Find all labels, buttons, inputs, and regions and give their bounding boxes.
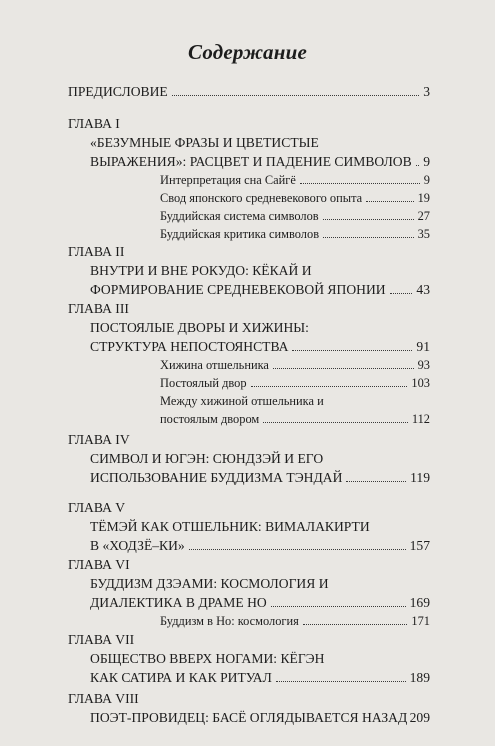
toc-page-number: 169 [409, 595, 430, 610]
toc-entry [0, 594, 495, 612]
toc-page-number: 91 [416, 339, 430, 354]
toc-entry [0, 709, 495, 727]
toc-entry-text: ФОРМИРОВАНИЕ СРЕДНЕВЕКОВОЙ ЯПОНИИ [90, 282, 386, 297]
toc-entry-text: ОБЩЕСТВО ВВЕРХ НОГАМИ: КЁГЭН [90, 651, 325, 666]
toc-leader-dots [346, 481, 406, 482]
toc-entry-text: ГЛАВА III [68, 301, 129, 316]
toc-leader-dots [390, 293, 413, 294]
page-title: Содержание [188, 40, 307, 64]
toc-entry-text: ГЛАВА V [68, 500, 126, 515]
toc-entry [0, 575, 495, 593]
toc-chapter-heading [0, 431, 495, 449]
toc-entry-text: КАК САТИРА И КАК РИТУАЛ [90, 670, 272, 685]
toc-entry-text: ТЁМЭЙ КАК ОТШЕЛЬНИК: ВИМАЛАКИРТИ [90, 519, 370, 534]
toc-entry-text: ГЛАВА II [68, 244, 125, 259]
toc-entry-text: «БЕЗУМНЫЕ ФРАЗЫ И ЦВЕТИСТЫЕ [90, 135, 319, 150]
toc-subsection-entry [0, 410, 495, 428]
toc-chapter-heading [0, 300, 495, 318]
toc-entry-text: Буддизм в Но: космология [160, 614, 299, 628]
toc-entry-text: В «ХОДЗЁ–КИ» [90, 538, 185, 553]
toc-leader-dots [189, 549, 406, 550]
toc-page-number: 35 [417, 227, 430, 241]
toc-page-number: 103 [411, 376, 430, 390]
toc-entry-text: ГЛАВА IV [68, 432, 130, 447]
toc-leader-dots [323, 219, 414, 220]
toc-subsection-entry [0, 207, 495, 225]
toc-entry [0, 281, 495, 299]
toc-leader-dots [366, 201, 413, 202]
toc-page-number: 93 [417, 358, 430, 372]
toc-entry [0, 262, 495, 280]
toc-leader-dots [263, 422, 408, 423]
toc-subsection-entry [0, 225, 495, 243]
toc-leader-dots [172, 95, 419, 96]
toc-leader-dots [292, 350, 412, 351]
toc-leader-dots [273, 368, 414, 369]
toc-entry-text: Постоялый двор [160, 376, 247, 390]
toc-chapter-heading [0, 690, 495, 708]
toc-page-number: 9 [423, 154, 430, 169]
toc-entry [0, 650, 495, 668]
toc-chapter-heading [0, 556, 495, 574]
toc-entry [0, 469, 495, 487]
toc-page-number: 27 [417, 209, 430, 223]
toc-entry-text: БУДДИЗМ ДЗЭАМИ: КОСМОЛОГИЯ И [90, 576, 329, 591]
toc-entry-text: ВНУТРИ И ВНЕ РОКУДО: КЁКАЙ И [90, 263, 312, 278]
toc-page-number: 19 [417, 191, 430, 205]
toc-entry-text: Буддийская критика символов [160, 227, 320, 241]
toc-entry [0, 153, 495, 171]
toc-page-number: 43 [416, 282, 430, 297]
toc-entry [0, 518, 495, 536]
toc-leader-dots [276, 681, 406, 682]
toc-subsection-entry [0, 392, 495, 410]
toc-entry-text: ИСПОЛЬЗОВАНИЕ БУДДИЗМА ТЭНДАЙ [90, 470, 343, 485]
toc-chapter-heading [0, 499, 495, 517]
toc-entry [0, 319, 495, 337]
toc-entry-text: Свод японского средневекового опыта [160, 191, 363, 205]
toc-entry-text: ДИАЛЕКТИКА В ДРАМЕ НО [90, 595, 267, 610]
toc-leader-dots [416, 165, 420, 166]
toc-entry [0, 669, 495, 687]
toc-entry-text: Между хижиной отшельника и [160, 394, 324, 408]
toc-entry-text: Хижина отшельника [160, 358, 269, 372]
toc-page-number: 119 [410, 470, 430, 485]
toc-entry-text: ПОСТОЯЛЫЕ ДВОРЫ И ХИЖИНЫ: [90, 320, 309, 335]
toc-entry-text: ГЛАВА VII [68, 632, 135, 647]
toc-page-number: 157 [409, 538, 430, 553]
toc-entry-text: ПРЕДИСЛОВИЕ [68, 84, 168, 99]
toc-page-number: 209 [409, 710, 430, 725]
toc-entry-text: ГЛАВА VIII [68, 691, 139, 706]
toc-page-number: 189 [409, 670, 430, 685]
toc-entry [0, 83, 495, 101]
toc-entry-text: ГЛАВА VI [68, 557, 130, 572]
toc-page-number: 9 [423, 173, 430, 187]
toc-chapter-heading [0, 115, 495, 133]
toc-leader-dots [251, 386, 408, 387]
toc-subsection-entry [0, 171, 495, 189]
toc-subsection-entry [0, 374, 495, 392]
toc-subsection-entry [0, 356, 495, 374]
toc-entry [0, 134, 495, 152]
toc-entry [0, 338, 495, 356]
toc-subsection-entry [0, 612, 495, 630]
toc-entry-text: ГЛАВА I [68, 116, 120, 131]
toc-chapter-heading [0, 631, 495, 649]
toc-entry [0, 537, 495, 555]
toc-leader-dots [323, 237, 414, 238]
toc-entry-text: постоялым двором [160, 412, 260, 426]
toc-entry-text: Буддийская система символов [160, 209, 319, 223]
toc-page-number: 112 [411, 412, 430, 426]
toc-page-number: 3 [423, 84, 430, 99]
toc-entry-text: ПОЭТ-ПРОВИДЕЦ: БАСЁ ОГЛЯДЫВАЕТСЯ НАЗАД [90, 710, 408, 725]
toc-subsection-entry [0, 189, 495, 207]
toc-entry-text: СИМВОЛ И ЮГЭН: СЮНДЗЭЙ И ЕГО [90, 451, 324, 466]
toc-entry [0, 450, 495, 468]
toc-leader-dots [300, 183, 420, 184]
toc-entry-text: ВЫРАЖЕНИЯ»: РАСЦВЕТ И ПАДЕНИЕ СИМВОЛОВ [90, 154, 412, 169]
toc-leader-dots [303, 624, 408, 625]
toc-entry-text: Интерпретация сна Сайгё [160, 173, 296, 187]
toc-entry-text: СТРУКТУРА НЕПОСТОЯНСТВА [90, 339, 289, 354]
toc-chapter-heading [0, 243, 495, 261]
toc-leader-dots [271, 606, 406, 607]
toc-page-number: 171 [411, 614, 430, 628]
